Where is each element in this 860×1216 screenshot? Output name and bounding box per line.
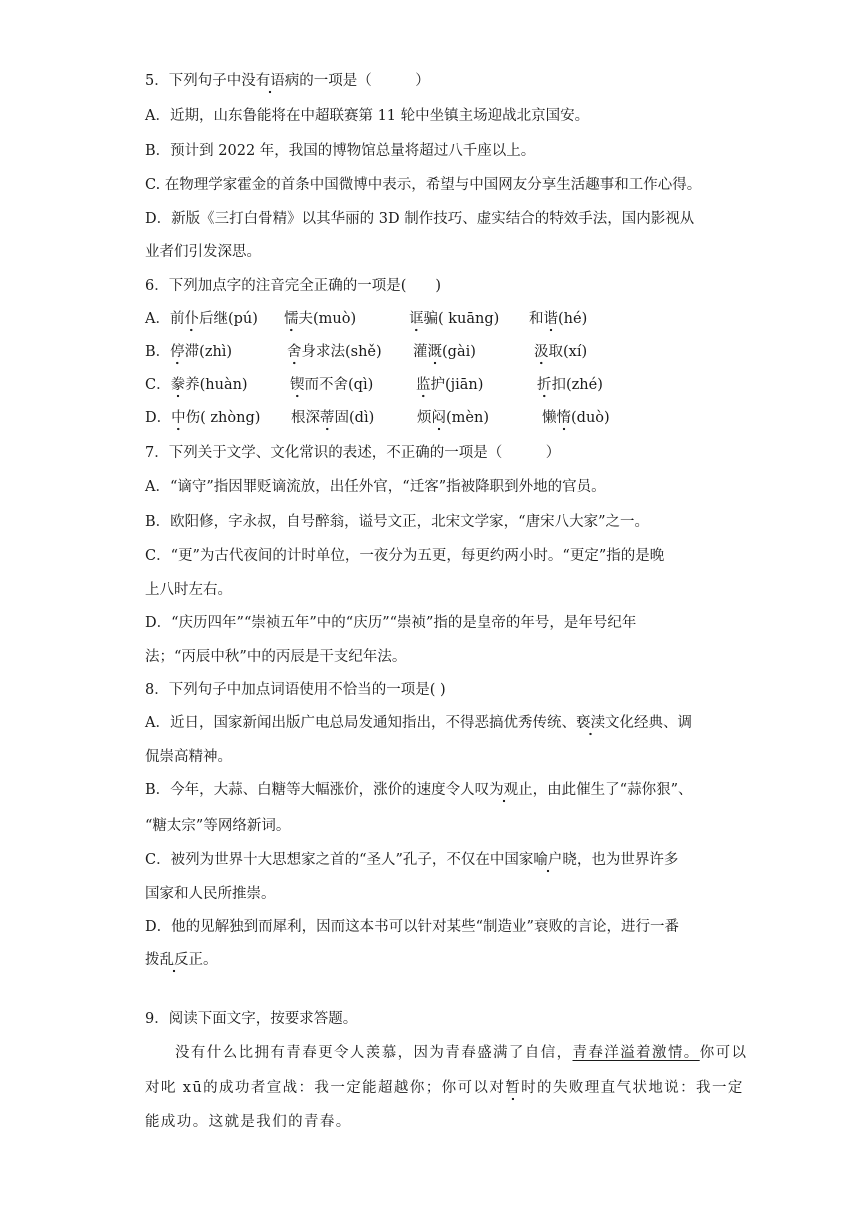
q7-stem: 7．下列关于文学、文化常识的表述，不正确的一项是（ ）	[145, 445, 561, 461]
q9-passage-line1: 没有什么比拥有青春更令人羡慕，因为青春盛满了自信，青春洋溢着激情。你可以	[175, 1045, 748, 1061]
q9-stem: 9．阅读下面文字，按要求答题。	[145, 1011, 358, 1027]
q7-option-d-line2: 法；“丙辰中秋”中的丙辰是干支纪年法。	[145, 649, 407, 665]
q7-option-b: B．欧阳修，字永叔，自号醉翁，谥号文正，北宋文学家，“唐宋八大家”之一。	[145, 514, 649, 530]
q5-option-c: C. 在物理学家霍金的首条中国微博中表示，希望与中国网友分享生活趣事和工作心得。	[145, 177, 702, 193]
q8-option-c-line1: C．被列为世界十大思想家之首的“圣人”孔子，不仅在中国家喻户晓，也为世界许多	[145, 850, 678, 870]
q5-option-d-line1: D．新版《三打白骨精》以其华丽的 3D 制作技巧、虚实结合的特效手法，国内影视从	[145, 211, 695, 227]
q8-option-b-line1: B．今年，大蒜、白糖等大幅涨价，涨价的速度令人叹为观止，由此催生了“蒜你狠”、	[145, 780, 692, 800]
q7-option-d-line1: D．“庆历四年”“崇祯五年”中的“庆历”“崇祯”指的是皇帝的年号，是年号纪年	[145, 615, 637, 631]
q8-option-c-line2: 国家和人民所推崇。	[145, 886, 276, 902]
q6-stem: 6．下列加点字的注音完全正确的一项是( )	[145, 278, 442, 294]
q7-option-a: A．“谪守”指因罪贬谪流放，出任外官，“迁客”指被降职到外地的官员。	[145, 479, 606, 495]
q8-option-a-line1: A．近日，国家新闻出版广电总局发通知指出，不得恶搞优秀传统、亵渎文化经典、调	[145, 713, 692, 733]
q5-option-d-line2: 业者们引发深思。	[145, 244, 261, 260]
exam-page: 5．下列句子中没有语病的一项是（ ） A．近期，山东鲁能将在中超联赛第 11 轮中坐镇主场迎战北京国安。 B．预计到 2022 年，我国的博物馆总量将超过八千座以上。 C. 在物理学家霍金的首条中国微博中表示，希望与中国网友分享生活趣事和工作心得。 D．新版《三打白骨精》以其华丽的 3D 制作技巧、虚实结合的特效手法，国内影视从 业者们引发深思。 6．下列加点字的注音完全正确的一项是( ) A．前仆后继(pú) 懦夫(muò) 诓骗( kuāng) 和谐(hé) B．停滞(zhì) 舍身求法(shě) 灌溉(gài) 汲取(xí) C．豢养(huàn) 锲而不舍(qì) 监护(jiān) 折扣(zhé) D．中伤( zhòng) 根深蒂固(dì) 烦闷(mèn) 懒惰(duò) 7．下列关于文学、文化常识的表述，不正确的一项是（ ） A．“谪守”指因罪贬谪流放，出任外官，“迁客”指被降职到外地的官员。 B．欧阳修，字永叔，自号醉翁，谥号文正，北宋文学家，“唐宋八大家”之一。 C．“更”为古代夜间的计时单位，一夜分为五更，每更约两小时。“更定”指的是晚 上八时左右。 D．“庆历四年”“崇祯五年”中的“庆历”“崇祯”指的是皇帝的年号，是年号纪年 法；“丙辰中秋”中的丙辰是干支纪年法。 8．下列句子中加点词语使用不恰当的一项是( ) A．近日，国家新闻出版广电总局发通知指出，不得恶搞优秀传统、亵渎文化经典、调 侃崇高精神。 B．今年，大蒜、白糖等大幅涨价，涨价的速度令人叹为观止，由此催生了“蒜你狠”、 “糖太宗”等网络新词。 C．被列为世界十大思想家之首的“圣人”孔子，不仅在中国家喻户晓，也为世界许多 国家和人民所推崇。 D．他的见解独到而犀利，因而这本书可以针对某些“制造业”衰败的言论，进行一番 拨乱反正。 9．阅读下面文字，按要求答题。 没有什么比拥有青春更令人羡慕，因为青春盛满了自信，青春洋溢着激情。你可以 对叱 xū的成功者宣战：我一定能超越你；你可以对暂时的失败理直气状地说：我一定 能成功。这就是我们的青春。	[145, 73, 748, 1130]
q9-passage-line3: 能成功。这就是我们的青春。	[145, 1114, 352, 1130]
q5-option-a: A．近期，山东鲁能将在中超联赛第 11 轮中坐镇主场迎战北京国安。	[145, 108, 590, 124]
q5-stem: 5．下列句子中没有语病的一项是（ ）	[145, 71, 430, 91]
q8-option-a-line2: 侃崇高精神。	[145, 749, 232, 765]
q9-passage-line2: 对叱 xū的成功者宣战：我一定能超越你；你可以对暂时的失败理直气状地说：我一定	[145, 1078, 744, 1098]
q8-option-d-line2: 拨乱反正。	[145, 950, 218, 970]
q8-option-b-line2: “糖太宗”等网络新词。	[145, 818, 291, 834]
q7-option-c-line1: C．“更”为古代夜间的计时单位，一夜分为五更，每更约两小时。“更定”指的是晚	[145, 548, 665, 564]
q7-option-c-line2: 上八时左右。	[145, 582, 232, 598]
q8-option-d-line1: D．他的见解独到而犀利，因而这本书可以针对某些“制造业”衰败的言论，进行一番	[145, 919, 679, 935]
q8-stem: 8．下列句子中加点词语使用不恰当的一项是( )	[145, 682, 446, 698]
q5-option-b: B．预计到 2022 年，我国的博物馆总量将超过八千座以上。	[145, 143, 536, 159]
underlined-sentence: 青春洋溢着激情。	[572, 1045, 700, 1061]
